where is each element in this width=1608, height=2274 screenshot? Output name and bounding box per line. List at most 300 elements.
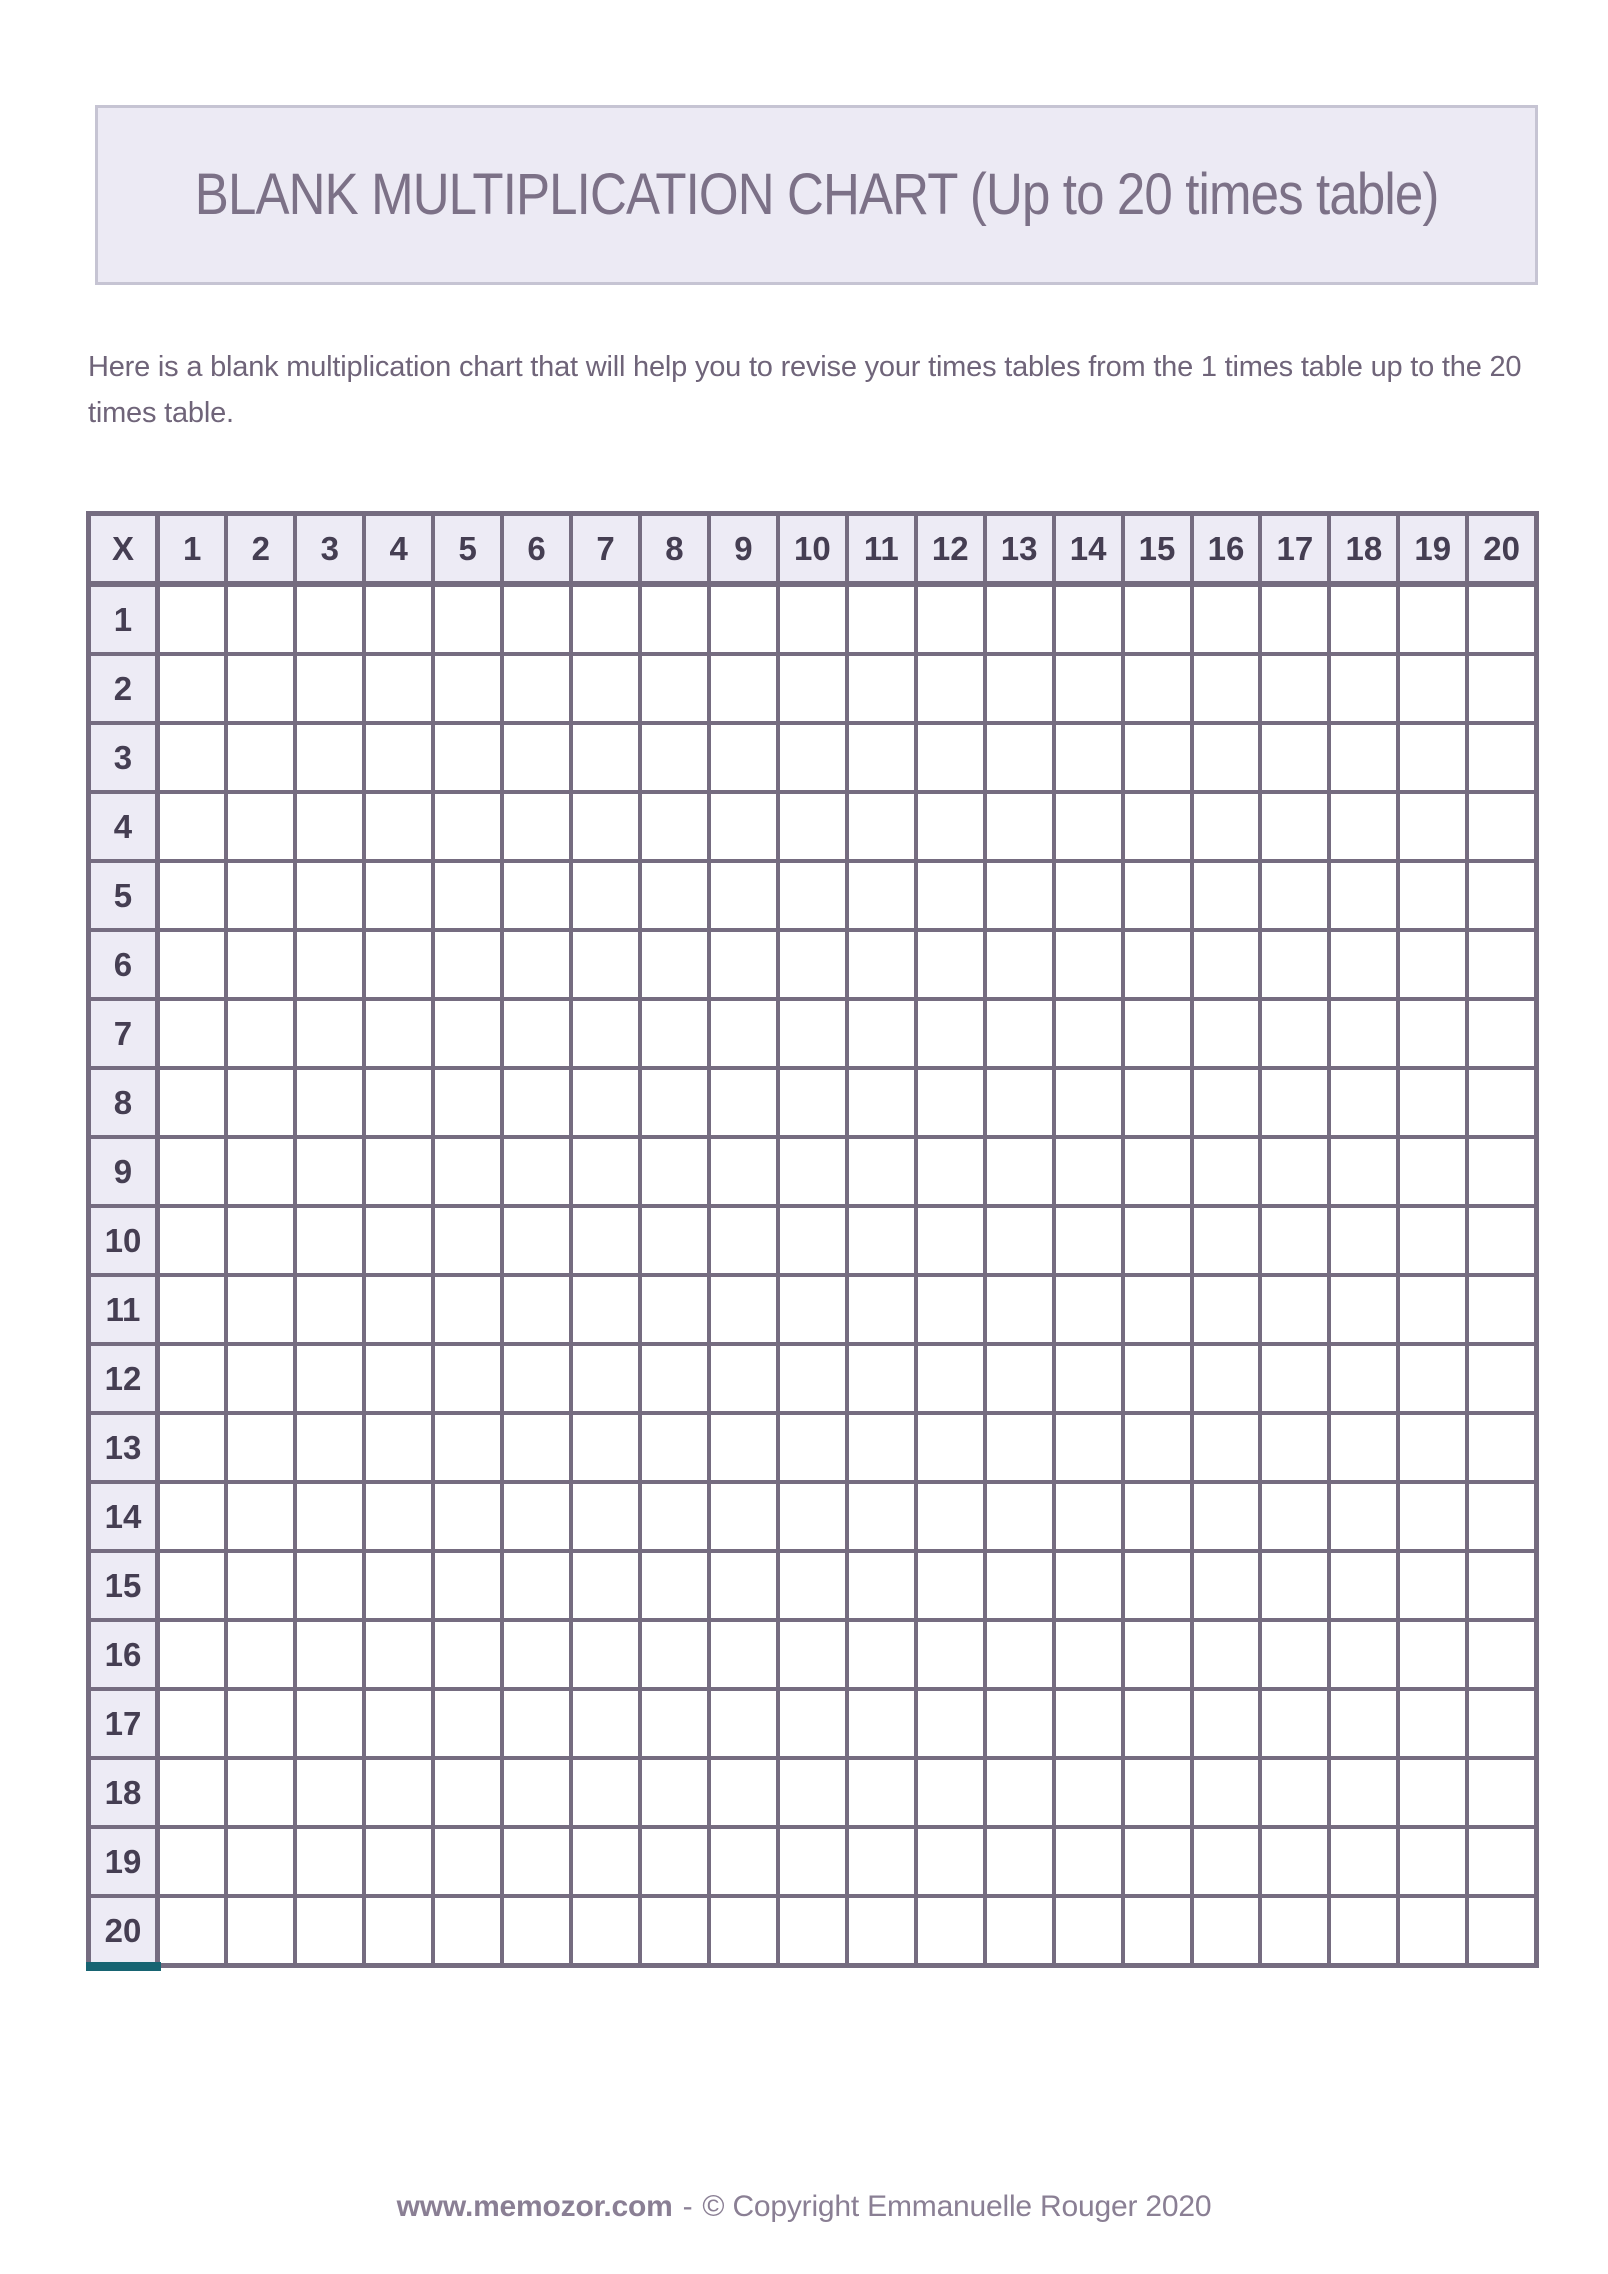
grid-cell-14x20 bbox=[1467, 1482, 1536, 1551]
grid-cell-16x15 bbox=[1123, 1620, 1192, 1689]
grid-cell-18x15 bbox=[1123, 1758, 1192, 1827]
grid-cell-7x5 bbox=[433, 999, 502, 1068]
multiplication-chart bbox=[86, 511, 1539, 1968]
grid-cell-14x18 bbox=[1329, 1482, 1398, 1551]
grid-cell-8x20 bbox=[1467, 1068, 1536, 1137]
grid-cell-14x5 bbox=[433, 1482, 502, 1551]
grid-cell-14x1 bbox=[157, 1482, 226, 1551]
table-row bbox=[89, 1344, 1537, 1413]
grid-cell-11x6 bbox=[502, 1275, 571, 1344]
grid-cell-2x5 bbox=[433, 654, 502, 723]
column-header-9: 9 bbox=[709, 514, 778, 585]
grid-cell-11x12 bbox=[916, 1275, 985, 1344]
grid-cell-6x5 bbox=[433, 930, 502, 999]
grid-cell-17x12 bbox=[916, 1689, 985, 1758]
table-row bbox=[89, 1689, 1537, 1758]
grid-cell-17x9 bbox=[709, 1689, 778, 1758]
table-row bbox=[89, 792, 1537, 861]
grid-cell-20x1 bbox=[157, 1896, 226, 1966]
grid-cell-3x9 bbox=[709, 723, 778, 792]
grid-cell-20x6 bbox=[502, 1896, 571, 1966]
grid-cell-18x4 bbox=[364, 1758, 433, 1827]
grid-cell-18x8 bbox=[640, 1758, 709, 1827]
table-row bbox=[89, 654, 1537, 723]
grid-cell-4x6 bbox=[502, 792, 571, 861]
grid-cell-4x9 bbox=[709, 792, 778, 861]
grid-cell-1x20 bbox=[1467, 584, 1536, 654]
grid-cell-2x11 bbox=[847, 654, 916, 723]
grid-cell-19x6 bbox=[502, 1827, 571, 1896]
grid-cell-7x12 bbox=[916, 999, 985, 1068]
table-row bbox=[89, 1482, 1537, 1551]
grid-cell-19x4 bbox=[364, 1827, 433, 1896]
grid-cell-10x10 bbox=[778, 1206, 847, 1275]
grid-cell-13x20 bbox=[1467, 1413, 1536, 1482]
grid-cell-20x7 bbox=[571, 1896, 640, 1966]
grid-cell-20x13 bbox=[985, 1896, 1054, 1966]
grid-cell-14x16 bbox=[1192, 1482, 1261, 1551]
grid-cell-3x3 bbox=[295, 723, 364, 792]
table-row bbox=[89, 1827, 1537, 1896]
grid-cell-5x5 bbox=[433, 861, 502, 930]
grid-cell-20x2 bbox=[226, 1896, 295, 1966]
grid-cell-16x17 bbox=[1260, 1620, 1329, 1689]
grid-cell-2x8 bbox=[640, 654, 709, 723]
grid-cell-18x14 bbox=[1054, 1758, 1123, 1827]
grid-cell-5x4 bbox=[364, 861, 433, 930]
grid-cell-2x13 bbox=[985, 654, 1054, 723]
grid-cell-10x20 bbox=[1467, 1206, 1536, 1275]
grid-cell-13x8 bbox=[640, 1413, 709, 1482]
grid-cell-11x15 bbox=[1123, 1275, 1192, 1344]
grid-cell-20x15 bbox=[1123, 1896, 1192, 1966]
row-header-8: 8 bbox=[89, 1068, 158, 1137]
grid-cell-14x11 bbox=[847, 1482, 916, 1551]
grid-cell-4x8 bbox=[640, 792, 709, 861]
grid-cell-15x13 bbox=[985, 1551, 1054, 1620]
grid-cell-7x11 bbox=[847, 999, 916, 1068]
grid-cell-11x8 bbox=[640, 1275, 709, 1344]
grid-cell-11x1 bbox=[157, 1275, 226, 1344]
grid-cell-8x10 bbox=[778, 1068, 847, 1137]
grid-cell-12x7 bbox=[571, 1344, 640, 1413]
grid-cell-14x3 bbox=[295, 1482, 364, 1551]
grid-cell-10x12 bbox=[916, 1206, 985, 1275]
grid-cell-14x4 bbox=[364, 1482, 433, 1551]
grid-cell-17x7 bbox=[571, 1689, 640, 1758]
grid-cell-18x17 bbox=[1260, 1758, 1329, 1827]
grid-cell-16x20 bbox=[1467, 1620, 1536, 1689]
grid-cell-1x2 bbox=[226, 584, 295, 654]
grid-cell-11x3 bbox=[295, 1275, 364, 1344]
table-row bbox=[89, 861, 1537, 930]
grid-cell-1x10 bbox=[778, 584, 847, 654]
column-header-7: 7 bbox=[571, 514, 640, 585]
grid-cell-8x18 bbox=[1329, 1068, 1398, 1137]
grid-cell-10x8 bbox=[640, 1206, 709, 1275]
grid-cell-19x18 bbox=[1329, 1827, 1398, 1896]
grid-cell-6x14 bbox=[1054, 930, 1123, 999]
grid-cell-13x7 bbox=[571, 1413, 640, 1482]
grid-cell-12x12 bbox=[916, 1344, 985, 1413]
grid-cell-12x13 bbox=[985, 1344, 1054, 1413]
grid-cell-10x17 bbox=[1260, 1206, 1329, 1275]
column-header-19: 19 bbox=[1398, 514, 1467, 585]
grid-cell-9x12 bbox=[916, 1137, 985, 1206]
grid-cell-9x10 bbox=[778, 1137, 847, 1206]
grid-cell-6x7 bbox=[571, 930, 640, 999]
grid-cell-12x15 bbox=[1123, 1344, 1192, 1413]
grid-cell-16x7 bbox=[571, 1620, 640, 1689]
grid-cell-16x4 bbox=[364, 1620, 433, 1689]
grid-cell-8x9 bbox=[709, 1068, 778, 1137]
grid-cell-17x16 bbox=[1192, 1689, 1261, 1758]
grid-cell-17x17 bbox=[1260, 1689, 1329, 1758]
grid-cell-16x12 bbox=[916, 1620, 985, 1689]
grid-cell-7x3 bbox=[295, 999, 364, 1068]
grid-cell-9x5 bbox=[433, 1137, 502, 1206]
grid-cell-10x15 bbox=[1123, 1206, 1192, 1275]
grid-cell-16x14 bbox=[1054, 1620, 1123, 1689]
grid-cell-7x16 bbox=[1192, 999, 1261, 1068]
column-header-8: 8 bbox=[640, 514, 709, 585]
grid-cell-14x17 bbox=[1260, 1482, 1329, 1551]
grid-cell-9x17 bbox=[1260, 1137, 1329, 1206]
grid-cell-17x6 bbox=[502, 1689, 571, 1758]
grid-cell-14x12 bbox=[916, 1482, 985, 1551]
grid-cell-2x15 bbox=[1123, 654, 1192, 723]
grid-cell-19x1 bbox=[157, 1827, 226, 1896]
column-header-3: 3 bbox=[295, 514, 364, 585]
grid-cell-9x2 bbox=[226, 1137, 295, 1206]
grid-cell-19x5 bbox=[433, 1827, 502, 1896]
grid-cell-19x14 bbox=[1054, 1827, 1123, 1896]
grid-cell-12x18 bbox=[1329, 1344, 1398, 1413]
grid-cell-8x11 bbox=[847, 1068, 916, 1137]
grid-cell-15x7 bbox=[571, 1551, 640, 1620]
grid-cell-12x6 bbox=[502, 1344, 571, 1413]
row-header-3: 3 bbox=[89, 723, 158, 792]
grid-cell-9x15 bbox=[1123, 1137, 1192, 1206]
grid-cell-11x9 bbox=[709, 1275, 778, 1344]
grid-cell-12x1 bbox=[157, 1344, 226, 1413]
grid-cell-7x13 bbox=[985, 999, 1054, 1068]
grid-cell-5x17 bbox=[1260, 861, 1329, 930]
column-header-5: 5 bbox=[433, 514, 502, 585]
table-row bbox=[89, 1206, 1537, 1275]
grid-cell-2x16 bbox=[1192, 654, 1261, 723]
grid-cell-4x16 bbox=[1192, 792, 1261, 861]
grid-cell-5x8 bbox=[640, 861, 709, 930]
grid-cell-18x11 bbox=[847, 1758, 916, 1827]
corner-cell: X bbox=[89, 514, 158, 585]
grid-cell-3x6 bbox=[502, 723, 571, 792]
grid-cell-5x16 bbox=[1192, 861, 1261, 930]
table-row bbox=[89, 1896, 1537, 1966]
grid-cell-4x12 bbox=[916, 792, 985, 861]
grid-cell-16x2 bbox=[226, 1620, 295, 1689]
grid-cell-3x10 bbox=[778, 723, 847, 792]
table-row bbox=[89, 930, 1537, 999]
grid-cell-3x12 bbox=[916, 723, 985, 792]
row-header-18: 18 bbox=[89, 1758, 158, 1827]
grid-cell-10x11 bbox=[847, 1206, 916, 1275]
grid-cell-16x13 bbox=[985, 1620, 1054, 1689]
grid-cell-3x17 bbox=[1260, 723, 1329, 792]
table-row bbox=[89, 1275, 1537, 1344]
grid-cell-3x13 bbox=[985, 723, 1054, 792]
grid-cell-7x2 bbox=[226, 999, 295, 1068]
grid-cell-20x20 bbox=[1467, 1896, 1536, 1966]
grid-cell-1x4 bbox=[364, 584, 433, 654]
grid-cell-15x20 bbox=[1467, 1551, 1536, 1620]
column-header-10: 10 bbox=[778, 514, 847, 585]
grid-cell-10x2 bbox=[226, 1206, 295, 1275]
column-header-2: 2 bbox=[226, 514, 295, 585]
grid-cell-11x13 bbox=[985, 1275, 1054, 1344]
grid-cell-7x14 bbox=[1054, 999, 1123, 1068]
grid-cell-12x16 bbox=[1192, 1344, 1261, 1413]
grid-cell-11x18 bbox=[1329, 1275, 1398, 1344]
grid-cell-13x12 bbox=[916, 1413, 985, 1482]
table-body bbox=[89, 584, 1537, 1966]
grid-cell-13x16 bbox=[1192, 1413, 1261, 1482]
grid-cell-16x5 bbox=[433, 1620, 502, 1689]
grid-cell-18x1 bbox=[157, 1758, 226, 1827]
grid-cell-7x15 bbox=[1123, 999, 1192, 1068]
grid-cell-3x2 bbox=[226, 723, 295, 792]
table-row bbox=[89, 1137, 1537, 1206]
grid-cell-3x16 bbox=[1192, 723, 1261, 792]
grid-cell-1x12 bbox=[916, 584, 985, 654]
grid-cell-17x4 bbox=[364, 1689, 433, 1758]
grid-cell-18x2 bbox=[226, 1758, 295, 1827]
grid-cell-16x8 bbox=[640, 1620, 709, 1689]
column-header-1: 1 bbox=[157, 514, 226, 585]
grid-cell-15x16 bbox=[1192, 1551, 1261, 1620]
grid-cell-1x16 bbox=[1192, 584, 1261, 654]
grid-cell-3x4 bbox=[364, 723, 433, 792]
grid-cell-11x16 bbox=[1192, 1275, 1261, 1344]
grid-cell-15x14 bbox=[1054, 1551, 1123, 1620]
grid-cell-19x17 bbox=[1260, 1827, 1329, 1896]
grid-cell-2x17 bbox=[1260, 654, 1329, 723]
grid-cell-6x3 bbox=[295, 930, 364, 999]
grid-cell-16x9 bbox=[709, 1620, 778, 1689]
grid-cell-11x20 bbox=[1467, 1275, 1536, 1344]
row-header-2: 2 bbox=[89, 654, 158, 723]
column-header-row bbox=[89, 514, 1537, 585]
grid-cell-14x9 bbox=[709, 1482, 778, 1551]
grid-cell-19x7 bbox=[571, 1827, 640, 1896]
grid-cell-3x19 bbox=[1398, 723, 1467, 792]
grid-cell-14x2 bbox=[226, 1482, 295, 1551]
column-header-4: 4 bbox=[364, 514, 433, 585]
table-row bbox=[89, 1620, 1537, 1689]
grid-cell-4x18 bbox=[1329, 792, 1398, 861]
grid-cell-9x8 bbox=[640, 1137, 709, 1206]
grid-cell-6x12 bbox=[916, 930, 985, 999]
row-header-7: 7 bbox=[89, 999, 158, 1068]
grid-cell-20x18 bbox=[1329, 1896, 1398, 1966]
grid-cell-2x6 bbox=[502, 654, 571, 723]
column-header-18: 18 bbox=[1329, 514, 1398, 585]
grid-cell-17x1 bbox=[157, 1689, 226, 1758]
row-header-17: 17 bbox=[89, 1689, 158, 1758]
grid-cell-18x5 bbox=[433, 1758, 502, 1827]
grid-cell-5x12 bbox=[916, 861, 985, 930]
table-row bbox=[89, 1068, 1537, 1137]
grid-cell-19x15 bbox=[1123, 1827, 1192, 1896]
multiplication-table bbox=[86, 511, 1539, 1968]
row-header-4: 4 bbox=[89, 792, 158, 861]
grid-cell-18x13 bbox=[985, 1758, 1054, 1827]
grid-cell-2x18 bbox=[1329, 654, 1398, 723]
grid-cell-7x18 bbox=[1329, 999, 1398, 1068]
grid-cell-19x9 bbox=[709, 1827, 778, 1896]
grid-cell-20x4 bbox=[364, 1896, 433, 1966]
grid-cell-7x17 bbox=[1260, 999, 1329, 1068]
grid-cell-4x5 bbox=[433, 792, 502, 861]
grid-cell-9x1 bbox=[157, 1137, 226, 1206]
table-row bbox=[89, 584, 1537, 654]
grid-cell-8x3 bbox=[295, 1068, 364, 1137]
grid-cell-20x10 bbox=[778, 1896, 847, 1966]
grid-cell-10x16 bbox=[1192, 1206, 1261, 1275]
grid-cell-1x3 bbox=[295, 584, 364, 654]
grid-cell-8x1 bbox=[157, 1068, 226, 1137]
grid-cell-15x1 bbox=[157, 1551, 226, 1620]
grid-cell-7x7 bbox=[571, 999, 640, 1068]
grid-cell-18x19 bbox=[1398, 1758, 1467, 1827]
grid-cell-7x1 bbox=[157, 999, 226, 1068]
grid-cell-3x5 bbox=[433, 723, 502, 792]
grid-cell-17x19 bbox=[1398, 1689, 1467, 1758]
grid-cell-12x17 bbox=[1260, 1344, 1329, 1413]
grid-cell-5x11 bbox=[847, 861, 916, 930]
column-header-20: 20 bbox=[1467, 514, 1536, 585]
grid-cell-12x5 bbox=[433, 1344, 502, 1413]
column-header-16: 16 bbox=[1192, 514, 1261, 585]
grid-cell-9x20 bbox=[1467, 1137, 1536, 1206]
grid-cell-5x15 bbox=[1123, 861, 1192, 930]
grid-cell-14x13 bbox=[985, 1482, 1054, 1551]
grid-cell-8x7 bbox=[571, 1068, 640, 1137]
grid-cell-12x9 bbox=[709, 1344, 778, 1413]
footer-site-text: www.memozor.com bbox=[396, 2190, 673, 2223]
grid-cell-5x19 bbox=[1398, 861, 1467, 930]
grid-cell-18x10 bbox=[778, 1758, 847, 1827]
grid-cell-14x7 bbox=[571, 1482, 640, 1551]
grid-cell-3x15 bbox=[1123, 723, 1192, 792]
grid-cell-13x19 bbox=[1398, 1413, 1467, 1482]
grid-cell-1x7 bbox=[571, 584, 640, 654]
grid-cell-3x14 bbox=[1054, 723, 1123, 792]
grid-cell-11x17 bbox=[1260, 1275, 1329, 1344]
row-header-10: 10 bbox=[89, 1206, 158, 1275]
grid-cell-2x12 bbox=[916, 654, 985, 723]
grid-cell-6x6 bbox=[502, 930, 571, 999]
grid-cell-4x4 bbox=[364, 792, 433, 861]
grid-cell-13x18 bbox=[1329, 1413, 1398, 1482]
grid-cell-19x20 bbox=[1467, 1827, 1536, 1896]
grid-cell-5x20 bbox=[1467, 861, 1536, 930]
grid-cell-4x10 bbox=[778, 792, 847, 861]
grid-cell-13x3 bbox=[295, 1413, 364, 1482]
grid-cell-3x11 bbox=[847, 723, 916, 792]
grid-cell-9x16 bbox=[1192, 1137, 1261, 1206]
grid-cell-11x10 bbox=[778, 1275, 847, 1344]
grid-cell-8x15 bbox=[1123, 1068, 1192, 1137]
grid-cell-18x7 bbox=[571, 1758, 640, 1827]
row-header-11: 11 bbox=[89, 1275, 158, 1344]
grid-cell-2x20 bbox=[1467, 654, 1536, 723]
grid-cell-6x15 bbox=[1123, 930, 1192, 999]
grid-cell-11x7 bbox=[571, 1275, 640, 1344]
grid-cell-10x14 bbox=[1054, 1206, 1123, 1275]
grid-cell-2x4 bbox=[364, 654, 433, 723]
grid-cell-19x12 bbox=[916, 1827, 985, 1896]
grid-cell-13x13 bbox=[985, 1413, 1054, 1482]
grid-cell-4x17 bbox=[1260, 792, 1329, 861]
grid-cell-7x10 bbox=[778, 999, 847, 1068]
grid-cell-18x6 bbox=[502, 1758, 571, 1827]
grid-cell-15x5 bbox=[433, 1551, 502, 1620]
table-row bbox=[89, 1551, 1537, 1620]
grid-cell-7x9 bbox=[709, 999, 778, 1068]
grid-cell-20x14 bbox=[1054, 1896, 1123, 1966]
column-header-17: 17 bbox=[1260, 514, 1329, 585]
grid-cell-4x19 bbox=[1398, 792, 1467, 861]
grid-cell-7x6 bbox=[502, 999, 571, 1068]
grid-cell-11x5 bbox=[433, 1275, 502, 1344]
grid-cell-5x3 bbox=[295, 861, 364, 930]
grid-cell-13x6 bbox=[502, 1413, 571, 1482]
grid-cell-2x1 bbox=[157, 654, 226, 723]
column-header-13: 13 bbox=[985, 514, 1054, 585]
grid-cell-10x7 bbox=[571, 1206, 640, 1275]
grid-cell-12x4 bbox=[364, 1344, 433, 1413]
grid-cell-15x17 bbox=[1260, 1551, 1329, 1620]
grid-cell-3x20 bbox=[1467, 723, 1536, 792]
grid-cell-7x20 bbox=[1467, 999, 1536, 1068]
grid-cell-13x2 bbox=[226, 1413, 295, 1482]
grid-cell-19x10 bbox=[778, 1827, 847, 1896]
grid-cell-20x3 bbox=[295, 1896, 364, 1966]
column-header-15: 15 bbox=[1123, 514, 1192, 585]
grid-cell-9x6 bbox=[502, 1137, 571, 1206]
grid-cell-4x1 bbox=[157, 792, 226, 861]
grid-cell-8x4 bbox=[364, 1068, 433, 1137]
grid-cell-17x13 bbox=[985, 1689, 1054, 1758]
grid-cell-15x3 bbox=[295, 1551, 364, 1620]
grid-cell-6x4 bbox=[364, 930, 433, 999]
grid-cell-17x5 bbox=[433, 1689, 502, 1758]
grid-cell-9x3 bbox=[295, 1137, 364, 1206]
page-title: BLANK MULTIPLICATION CHART (Up to 20 times table) bbox=[194, 162, 1439, 227]
table-row bbox=[89, 1758, 1537, 1827]
grid-cell-15x4 bbox=[364, 1551, 433, 1620]
grid-cell-18x18 bbox=[1329, 1758, 1398, 1827]
grid-cell-5x14 bbox=[1054, 861, 1123, 930]
grid-cell-20x11 bbox=[847, 1896, 916, 1966]
grid-cell-9x7 bbox=[571, 1137, 640, 1206]
grid-cell-4x3 bbox=[295, 792, 364, 861]
grid-cell-4x20 bbox=[1467, 792, 1536, 861]
row-header-12: 12 bbox=[89, 1344, 158, 1413]
table-row bbox=[89, 1413, 1537, 1482]
grid-cell-19x13 bbox=[985, 1827, 1054, 1896]
